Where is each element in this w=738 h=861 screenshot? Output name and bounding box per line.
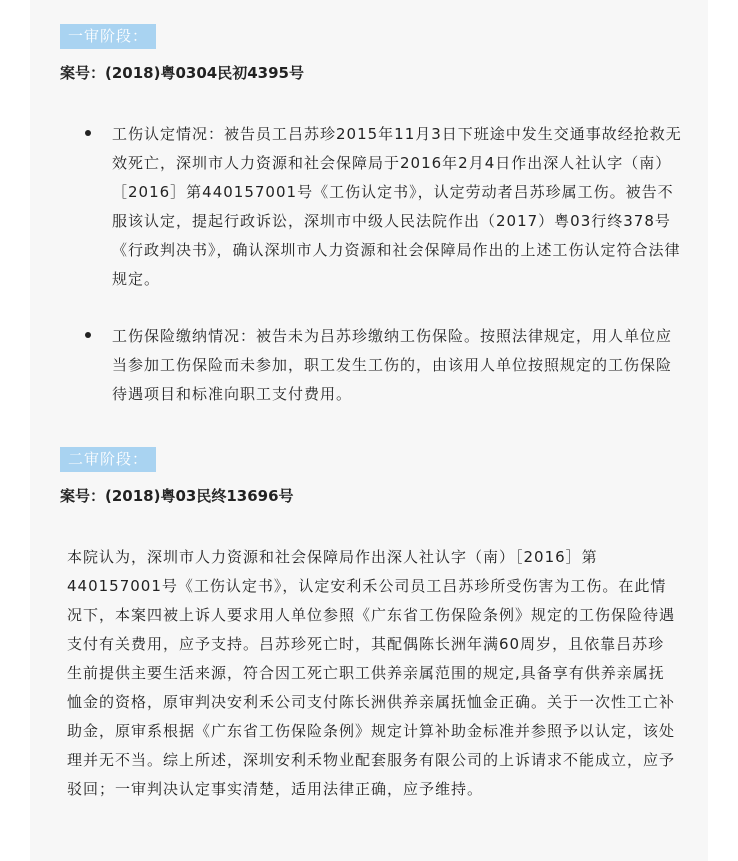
injury-determination-text: 工伤认定情况：被告员工吕苏珍2015年11月3日下班途中发生交通事故经抢救无效死亡，深圳市人力资源和社会保障局于2016年2月4日作出深人社认字（南）［2016］第440157001号《工伤认定书》，认定劳动者吕苏珍属工伤。被告不服该认定，提起行政诉讼，深圳市中级人民法院作出（2017）粤03行终378号《行政判决书》，确认深圳市人力资源和社会保障局作出的上述工伤认定符合法律规定。 [112, 125, 682, 288]
list-item [85, 322, 685, 409]
list-item [85, 120, 685, 294]
court-opinion-paragraph: 本院认为，深圳市人力资源和社会保障局作出深人社认字（南）［2016］第440157001号《工伤认定书》，认定安利禾公司员工吕苏珍所受伤害为工伤。在此情况下，本案四被上诉人要求用人单位参照《广东省工伤保险条例》规定的工伤保险待遇支付有关费用，应予支持。吕苏珍死亡时，其配偶陈长洲年满60周岁，且依靠吕苏珍生前提供主要生活来源，符合因工死亡职工供养亲属范围的规定,具备享有供养亲属抚恤金的资格，原审判决安利禾公司支付陈长洲供养亲属抚恤金正确。关于一次性工亡补助金，原审系根据《广东省工伤保险条例》规定计算补助金标准并参照予以认定，该处理并无不当。综上所述，深圳安利禾物业配套服务有限公司的上诉请求不能成立，应予驳回；一审判决认定事实清楚，适用法律正确，应予维持。 [67, 548, 676, 798]
stage-two-label: 二审阶段： [60, 447, 156, 472]
bullet-icon [85, 130, 91, 136]
insurance-payment-text: 工伤保险缴纳情况：被告未为吕苏珍缴纳工伤保险。按照法律规定，用人单位应当参加工伤保险而未参加，职工发生工伤的，由该用人单位按照规定的工伤保险待遇项目和标准向职工支付费用。 [112, 327, 673, 403]
stage-one-label: 一审阶段： [60, 24, 156, 49]
article-body [30, 0, 708, 861]
stage-one-case-number: 案号：(2018)粤0304民初4395号 [60, 64, 304, 82]
bullet-icon [85, 332, 91, 338]
stage-two-case-number: 案号：(2018)粤03民终13696号 [60, 487, 294, 505]
